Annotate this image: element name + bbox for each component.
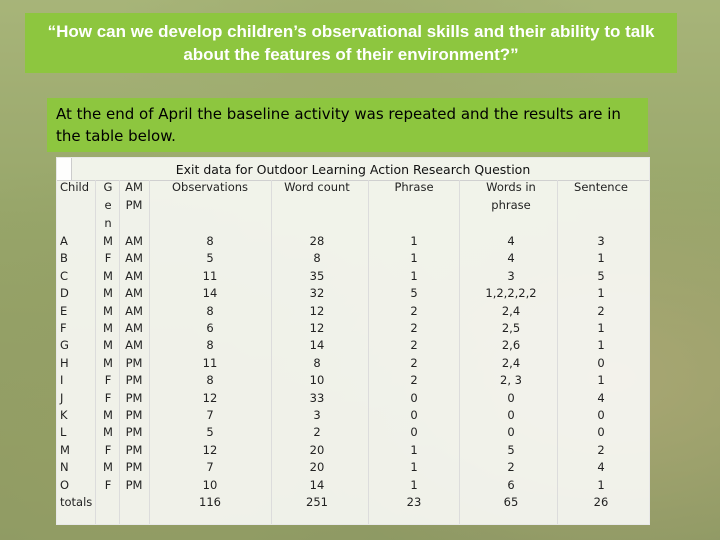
row-child: K — [60, 408, 68, 422]
row-gender: F — [104, 477, 112, 492]
header-phrase: Phrase — [394, 180, 434, 194]
row-phrase: 1 — [410, 442, 418, 457]
row-phrase: 5 — [410, 286, 418, 301]
row-words-in-phrase: 2,4 — [501, 303, 521, 318]
header-word-count: Word count — [284, 180, 350, 194]
row-sentence: 5 — [597, 268, 605, 283]
row-phrase: 1 — [410, 268, 418, 283]
intro-banner — [47, 98, 648, 152]
row-gender: M — [103, 268, 113, 283]
row-observations: 11 — [202, 268, 218, 283]
row-observations: 8 — [206, 338, 214, 353]
totals-label: totals — [60, 495, 93, 509]
row-observations: 10 — [202, 477, 218, 492]
row-observations: 8 — [206, 373, 214, 388]
row-word-count: 20 — [309, 460, 325, 475]
row-words-in-phrase: 2,5 — [501, 321, 521, 335]
row-sentence: 1 — [597, 321, 605, 335]
totals-observations: 116 — [199, 495, 221, 509]
row-word-count: 33 — [309, 390, 325, 405]
row-child: M — [60, 442, 70, 457]
row-word-count: 12 — [309, 303, 325, 318]
row-child: E — [60, 303, 68, 318]
row-gender: M — [103, 234, 113, 248]
row-phrase: 1 — [410, 234, 418, 248]
row-sentence: 2 — [597, 303, 605, 318]
row-observations: 7 — [206, 460, 214, 475]
row-child: D — [60, 286, 69, 301]
row-observations: 8 — [206, 303, 214, 318]
row-words-in-phrase: 2, 3 — [500, 373, 522, 388]
row-word-count: 10 — [309, 373, 325, 388]
row-observations: 14 — [202, 286, 218, 301]
row-observations: 12 — [202, 390, 218, 405]
row-child: I — [60, 373, 64, 388]
row-word-count: 35 — [309, 268, 325, 283]
row-child: F — [60, 321, 67, 335]
row-word-count: 28 — [309, 234, 325, 248]
row-gender: M — [103, 425, 113, 440]
row-phrase: 2 — [410, 373, 418, 388]
row-words-in-phrase: 2,6 — [501, 338, 521, 353]
row-gender: F — [104, 251, 112, 266]
row-ampm: AM — [125, 234, 143, 248]
row-sentence: 4 — [597, 460, 605, 475]
header-ampm: AM — [125, 180, 143, 194]
row-ampm: AM — [125, 251, 143, 266]
row-phrase: 2 — [410, 321, 418, 335]
row-word-count: 8 — [313, 251, 321, 266]
row-ampm: AM — [125, 303, 143, 318]
row-ampm: PM — [125, 460, 143, 475]
title-banner — [25, 13, 677, 73]
row-word-count: 2 — [313, 425, 321, 440]
row-words-in-phrase: 2 — [507, 460, 515, 475]
row-child: L — [60, 425, 67, 440]
header-words-in-phrase: phrase — [491, 198, 531, 212]
header-child: Child — [60, 180, 90, 194]
header-ampm: PM — [125, 198, 143, 212]
row-phrase: 1 — [410, 460, 418, 475]
row-words-in-phrase: 5 — [507, 442, 515, 457]
row-sentence: 4 — [597, 390, 605, 405]
row-word-count: 20 — [309, 442, 325, 457]
row-gender: M — [103, 321, 113, 335]
row-gender: M — [103, 355, 113, 370]
row-phrase: 2 — [410, 303, 418, 318]
row-gender: F — [104, 442, 112, 457]
row-phrase: 1 — [410, 251, 418, 266]
totals-words-in-phrase: 65 — [503, 495, 519, 509]
row-observations: 11 — [202, 355, 218, 370]
row-child: B — [60, 251, 68, 266]
row-observations: 12 — [202, 442, 218, 457]
row-sentence: 1 — [597, 373, 605, 388]
row-sentence: 1 — [597, 251, 605, 266]
row-ampm: PM — [125, 408, 143, 422]
row-words-in-phrase: 6 — [507, 477, 515, 492]
row-gender: M — [103, 460, 113, 475]
row-ampm: PM — [125, 477, 143, 492]
row-sentence: 1 — [597, 338, 605, 353]
row-phrase: 1 — [410, 477, 418, 492]
row-sentence: 0 — [597, 425, 605, 440]
row-phrase: 2 — [410, 355, 418, 370]
row-sentence: 0 — [597, 355, 605, 370]
row-ampm: AM — [125, 286, 143, 301]
row-ampm: PM — [125, 355, 143, 370]
column-divider — [149, 180, 150, 524]
row-observations: 8 — [206, 234, 214, 248]
row-gender: M — [103, 303, 113, 318]
row-phrase: 0 — [410, 408, 418, 422]
row-word-count: 12 — [309, 321, 325, 335]
row-gender: M — [103, 408, 113, 422]
row-child: C — [60, 268, 69, 283]
row-child: H — [60, 355, 69, 370]
totals-word-count: 251 — [306, 495, 328, 509]
row-sentence: 1 — [597, 286, 605, 301]
row-ampm: AM — [125, 321, 143, 335]
table-caption: Exit data for Outdoor Learning Action Research Question — [57, 158, 649, 181]
row-sentence: 3 — [597, 234, 605, 248]
row-ampm: AM — [125, 268, 143, 283]
row-word-count: 14 — [309, 338, 325, 353]
row-word-count: 32 — [309, 286, 325, 301]
row-word-count: 3 — [313, 408, 321, 422]
row-words-in-phrase: 1,2,2,2,2 — [485, 286, 537, 301]
page-title: “How can we develop children’s observational skills and their ability to talk about the features of their environment?” — [47, 22, 655, 64]
row-observations: 6 — [206, 321, 214, 335]
intro-text: At the end of April the baseline activity was repeated and the results are in the table below. — [56, 105, 621, 145]
row-child: O — [60, 477, 70, 492]
header-words-in-phrase: Words in — [486, 180, 536, 194]
row-observations: 5 — [206, 251, 214, 266]
header-gender: n — [104, 216, 112, 230]
row-words-in-phrase: 4 — [507, 251, 515, 266]
row-gender: M — [103, 286, 113, 301]
row-words-in-phrase: 4 — [507, 234, 515, 248]
header-gender: G — [103, 180, 113, 194]
row-observations: 7 — [206, 408, 214, 422]
row-word-count: 14 — [309, 477, 325, 492]
row-word-count: 8 — [313, 355, 321, 370]
row-words-in-phrase: 0 — [507, 390, 515, 405]
row-phrase: 0 — [410, 390, 418, 405]
row-gender: F — [104, 373, 112, 388]
row-child: G — [60, 338, 69, 353]
row-observations: 5 — [206, 425, 214, 440]
results-table — [56, 157, 650, 525]
row-ampm: AM — [125, 338, 143, 353]
row-gender: F — [104, 390, 112, 405]
row-sentence: 1 — [597, 477, 605, 492]
row-words-in-phrase: 0 — [507, 408, 515, 422]
row-words-in-phrase: 3 — [507, 268, 515, 283]
row-gender: M — [103, 338, 113, 353]
row-ampm: PM — [125, 390, 143, 405]
row-words-in-phrase: 2,4 — [501, 355, 521, 370]
row-child: N — [60, 460, 69, 475]
row-sentence: 0 — [597, 408, 605, 422]
totals-phrase: 23 — [406, 495, 422, 509]
totals-sentence: 26 — [593, 495, 609, 509]
row-child: A — [60, 234, 68, 248]
row-ampm: PM — [125, 442, 143, 457]
row-ampm: PM — [125, 425, 143, 440]
row-ampm: PM — [125, 373, 143, 388]
row-sentence: 2 — [597, 442, 605, 457]
row-words-in-phrase: 0 — [507, 425, 515, 440]
row-child: J — [60, 390, 64, 405]
header-observations: Observations — [171, 180, 249, 194]
row-phrase: 2 — [410, 338, 418, 353]
row-phrase: 0 — [410, 425, 418, 440]
header-gender: e — [104, 198, 112, 212]
header-sentence: Sentence — [574, 180, 628, 194]
